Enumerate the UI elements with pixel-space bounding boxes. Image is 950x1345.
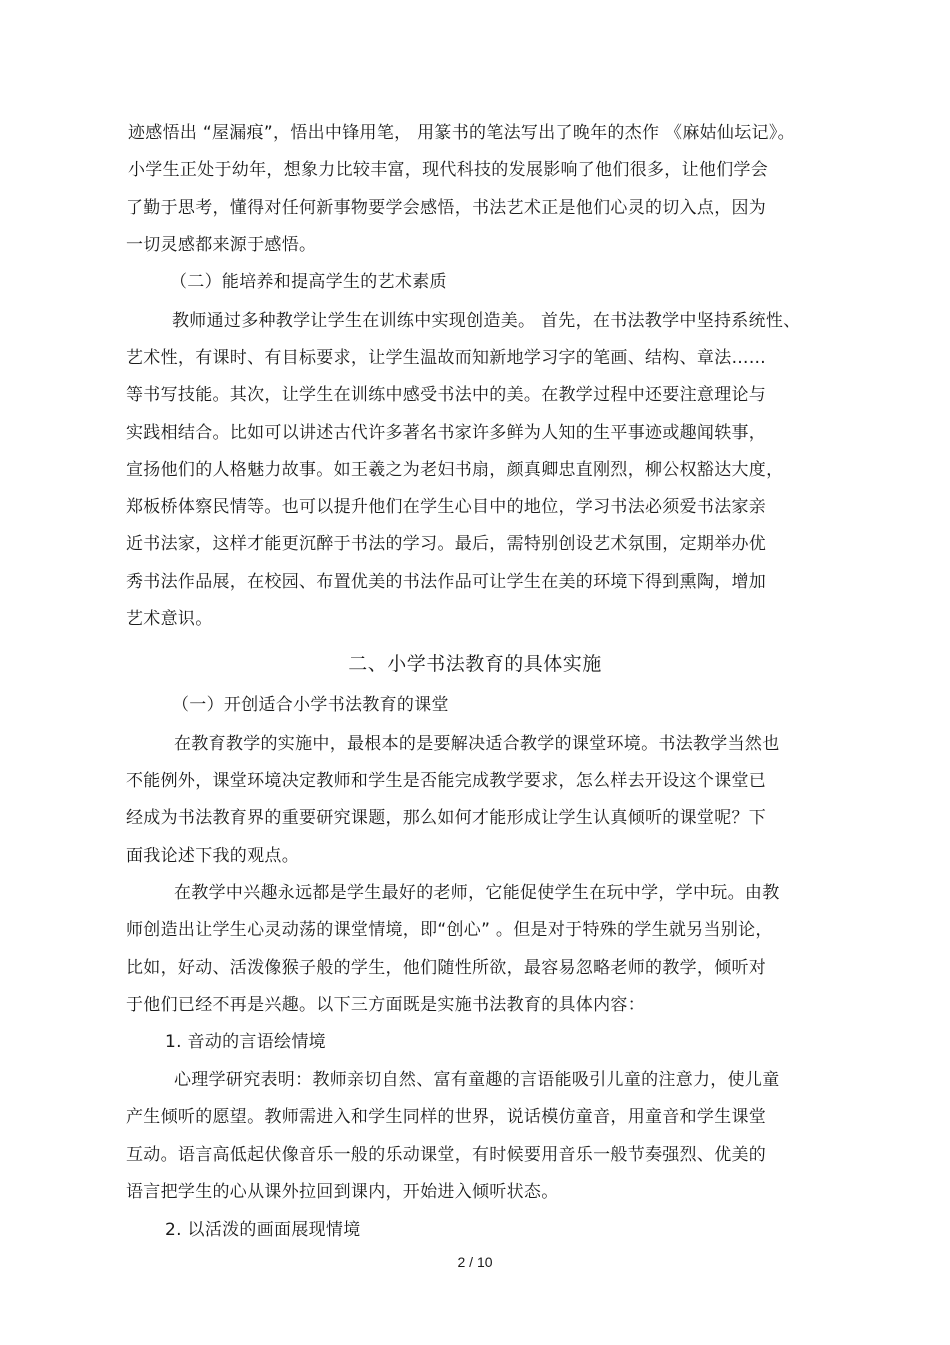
- paragraph-line: 在教育教学的实施中，最根本的是要解决适合教学的课堂环境。书法教学当然也: [174, 734, 780, 754]
- paragraph-line: 等书写技能。其次，让学生在训练中感受书法中的美。在教学过程中还要注意理论与: [126, 385, 767, 405]
- paragraph-line: 艺术性，有课时、有目标要求，让学生温故而知新地学习字的笔画、结构、章法……: [126, 348, 767, 368]
- paragraph-line: 互动。语言高低起伏像音乐一般的乐动课堂，有时候要用音乐一般节奏强烈、优美的: [126, 1145, 767, 1165]
- paragraph-line: 于他们已经不再是兴趣。以下三方面既是实施书法教育的具体内容：: [126, 995, 645, 1015]
- paragraph-line: 近书法家，这样才能更沉醉于书法的学习。最后，需特别创设艺术氛围，定期举办优: [126, 534, 767, 554]
- paragraph-line: 心理学研究表明：教师亲切自然、富有童趣的言语能吸引儿童的注意力，使儿童: [174, 1070, 780, 1090]
- paragraph-line: 实践相结合。比如可以讲述古代许多著名书家许多鲜为人知的生平事迹或趣闻轶事，: [126, 423, 767, 443]
- paragraph-line: 教师通过多种教学让学生在训练中实现创造美。 首先，在书法教学中坚持系统性、: [172, 311, 801, 331]
- page-number: 2 / 10: [457, 1254, 493, 1270]
- paragraph-line: 面我论述下我的观点。: [126, 846, 299, 866]
- paragraph-line: 比如，好动、活泼像猴子般的学生，他们随性所欲，最容易忽略老师的教学，倾听对: [126, 958, 767, 978]
- paragraph-line: 一切灵感都来源于感悟。: [126, 235, 317, 255]
- paragraph-line: 小学生正处于幼年，想象力比较丰富，现代科技的发展影响了他们很多，让他们学会: [128, 160, 769, 180]
- paragraph-line: 艺术意识。: [126, 609, 213, 629]
- paragraph-line: 经成为书法教育界的重要研究课题，那么如何才能形成让学生认真倾听的课堂呢？下: [126, 808, 767, 828]
- paragraph-line: 产生倾听的愿望。教师需进入和学生同样的世界，说话模仿童音，用童音和学生课堂: [126, 1107, 767, 1127]
- paragraph-line: 迹感悟出 “屋漏痕”，悟出中锋用笔， 用篆书的笔法写出了晚年的杰作 《麻姑仙坛记》。: [128, 123, 795, 143]
- paragraph-line: 秀书法作品展，在校园、布置优美的书法作品可让学生在美的环境下得到熏陶，增加: [126, 572, 767, 592]
- paragraph-line: 师创造出让学生心灵动荡的课堂情境，即“创心” 。但是对于特殊的学生就另当别论，: [126, 920, 773, 940]
- paragraph-line: 郑板桥体察民情等。也可以提升他们在学生心目中的地位，学习书法必须爱书法家亲: [126, 497, 767, 517]
- list-item-title: 1. 音动的言语绘情境: [165, 1032, 326, 1052]
- paragraph-line: 语言把学生的心从课外拉回到课内，开始进入倾听状态。: [126, 1182, 559, 1202]
- list-item-title: 2. 以活泼的画面展现情境: [165, 1220, 361, 1240]
- subheading: （二）能培养和提高学生的艺术素质: [170, 272, 447, 292]
- paragraph-line: 了勤于思考，懂得对任何新事物要学会感悟，书法艺术正是他们心灵的切入点，因为: [126, 198, 767, 218]
- subheading: （一）开创适合小学书法教育的课堂: [172, 695, 449, 715]
- paragraph-line: 宣扬他们的人格魅力故事。如王羲之为老妇书扇，颜真卿忠直刚烈，柳公权豁达大度，: [126, 460, 784, 480]
- section-heading: 二、小学书法教育的具体实施: [348, 653, 602, 675]
- paragraph-line: 在教学中兴趣永远都是学生最好的老师，它能促使学生在玩中学，学中玩。由教: [174, 883, 780, 903]
- paragraph-line: 不能例外，课堂环境决定教师和学生是否能完成教学要求，怎么样去开设这个课堂已: [126, 771, 767, 791]
